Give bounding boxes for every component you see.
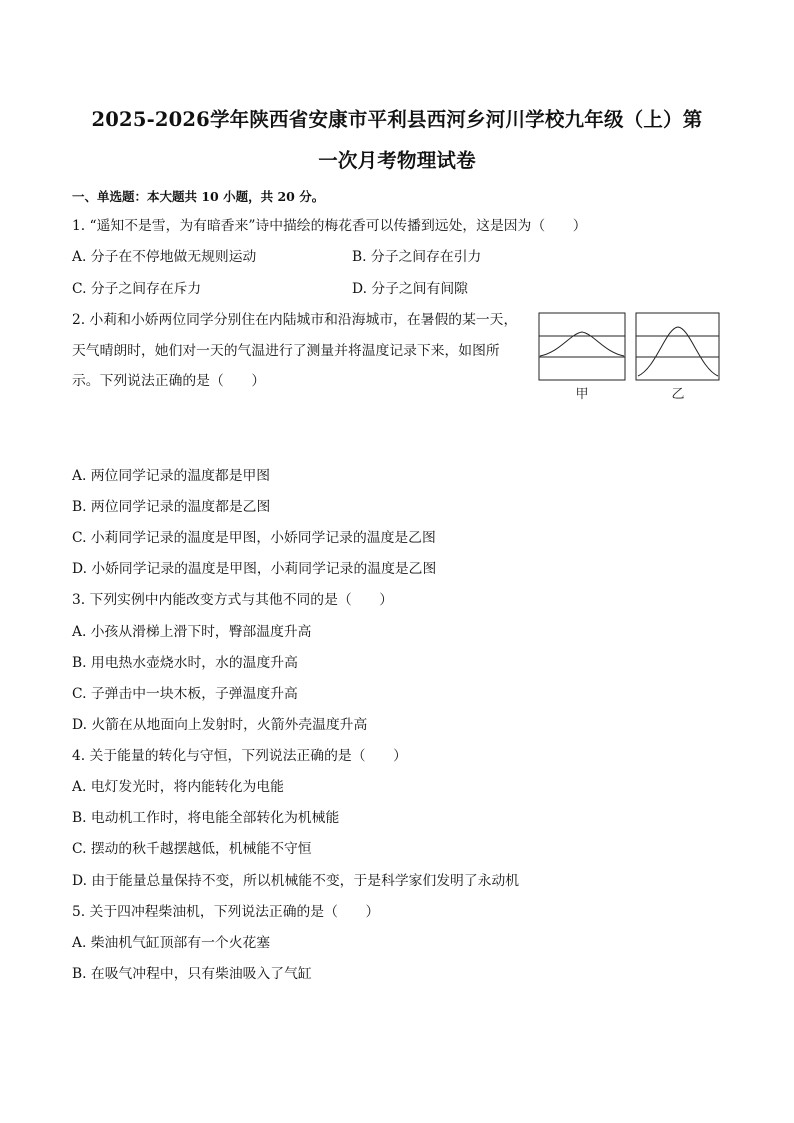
figure-jia: [539, 313, 625, 380]
exam-title-line-1: 2025-2026学年陕西省安康市平利县西河乡河川学校九年级（上）第: [91, 108, 703, 131]
question-2-option-c: C. 小莉同学记录的温度是甲图，小娇同学记录的温度是乙图: [72, 530, 436, 546]
exam-title-line-2: 一次月考物理试卷: [318, 149, 476, 172]
question-3-option-a: A. 小孩从滑梯上滑下时，臀部温度升高: [72, 624, 312, 640]
question-2-stem-line-1: 2. 小莉和小娇两位同学分别住在内陆城市和沿海城市，在暑假的某一天，: [72, 312, 518, 328]
question-1-option-c: C. 分子之间存在斥力: [72, 281, 202, 297]
question-4-option-c: C. 摆动的秋千越摆越低，机械能不守恒: [72, 841, 312, 857]
figure-label-jia: 甲: [575, 387, 589, 402]
question-2-option-d: D. 小娇同学记录的温度是甲图，小莉同学记录的温度是乙图: [72, 561, 437, 577]
question-2-stem-line-2: 天气晴朗时，她们对一天的气温进行了测量并将温度记录下来，如图所: [72, 343, 500, 359]
question-4-option-a: A. 电灯发光时，将内能转化为电能: [72, 779, 284, 795]
question-5-stem: 5. 关于四冲程柴油机，下列说法正确的是（ ）: [72, 904, 380, 920]
figure-yi: [636, 313, 719, 380]
question-5-option-a: A. 柴油机气缸顶部有一个火花塞: [72, 935, 271, 951]
question-3-option-b: B. 用电热水壶烧水时，水的温度升高: [72, 655, 298, 671]
question-2-option-b: B. 两位同学记录的温度都是乙图: [72, 499, 271, 515]
temperature-figure: [538, 312, 722, 404]
question-3-option-c: C. 子弹击中一块木板，子弹温度升高: [72, 686, 298, 702]
question-1-option-b: B. 分子之间存在引力: [352, 249, 482, 265]
figure-label-yi: 乙: [671, 387, 685, 402]
question-3-option-d: D. 火箭在从地面向上发射时，火箭外壳温度升高: [72, 717, 368, 733]
question-3-stem: 3. 下列实例中内能改变方式与其他不同的是（ ）: [72, 592, 394, 608]
question-2-stem-line-3: 示。下列说法正确的是（ ）: [72, 373, 266, 389]
question-4-stem: 4. 关于能量的转化与守恒，下列说法正确的是（ ）: [72, 748, 407, 764]
question-1-stem: 1. “遥知不是雪，为有暗香来”诗中描绘的梅花香可以传播到远处，这是因为（ ）: [72, 218, 587, 234]
question-1-option-a: A. 分子在不停地做无规则运动: [72, 249, 257, 265]
question-4-option-b: B. 电动机工作时，将电能全部转化为机械能: [72, 810, 340, 826]
question-2-option-a: A. 两位同学记录的温度都是甲图: [72, 468, 271, 484]
question-5-option-b: B. 在吸气冲程中，只有柴油吸入了气缸: [72, 966, 312, 982]
section-heading: 一、单选题：本大题共 10 小题，共 20 分。: [72, 189, 325, 204]
question-1-option-d: D. 分子之间有间隙: [352, 281, 468, 297]
question-4-option-d: D. 由于能量总量保持不变，所以机械能不变，于是科学家们发明了永动机: [72, 873, 520, 889]
